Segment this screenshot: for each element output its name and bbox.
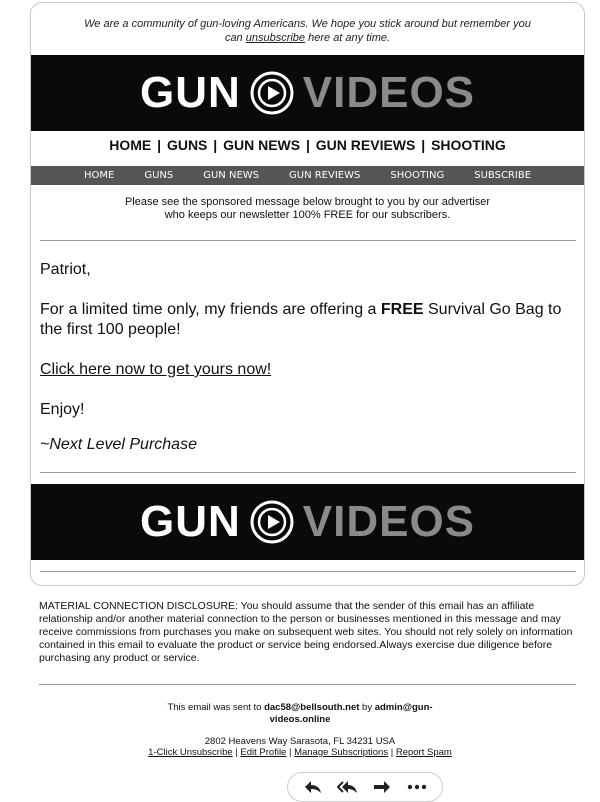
divider (40, 472, 576, 473)
nav-bar-shooting[interactable]: SHOOTING (390, 170, 445, 181)
intro-line-2-end: here at any time. (305, 32, 391, 44)
logo-videos-text: VIDEOS (302, 497, 476, 546)
cta-line (40, 360, 570, 380)
reply-all-button[interactable] (336, 776, 360, 798)
sponsor-notice (31, 196, 584, 222)
intro-line-2 (71, 31, 544, 45)
email-card (30, 2, 585, 586)
play-icon (249, 70, 295, 116)
more-icon (407, 784, 427, 790)
intro-text (31, 17, 584, 45)
sender-line (0, 714, 600, 726)
nav-link-gun-news[interactable]: GUN NEWS (223, 137, 301, 153)
header-banner[interactable] (31, 55, 584, 131)
nav-separator: | (153, 137, 165, 153)
nav-link-shooting[interactable]: SHOOTING (431, 137, 506, 153)
forward-icon (372, 779, 392, 795)
sender-email-part-1: admin@gun- (374, 702, 433, 713)
logo-gun-text: GUN (139, 68, 241, 117)
nav-separator: | (209, 137, 222, 153)
logo-videos-text: VIDEOS (302, 68, 476, 117)
nav-separator: | (417, 137, 430, 153)
unsubscribe-link[interactable]: unsubscribe (245, 32, 306, 44)
divider (39, 684, 576, 685)
reply-icon (303, 779, 323, 795)
mail-action-toolbar (287, 772, 443, 802)
cta-link[interactable]: Click here now to get yours now! (40, 361, 272, 378)
intro-line-1: We are a community of gun-loving Americans. We hope you stick around but remember you (84, 18, 531, 30)
reply-all-icon (337, 779, 359, 795)
nav-link-guns[interactable]: GUNS (166, 137, 208, 153)
nav-bar-gun-reviews[interactable]: GUN REVIEWS (289, 170, 361, 181)
sponsor-line-2: who keeps our newsletter 100% FREE for our subscribers. (164, 209, 451, 221)
footer-links (0, 747, 600, 759)
sponsor-line-1: Please see the sponsored message below brought to you by our advertiser (124, 196, 491, 208)
message-body-end: Survival Go Bag to the first 100 people! (40, 301, 562, 338)
divider (40, 571, 576, 572)
free-emphasis: FREE (380, 301, 424, 318)
nav-link-gun-reviews[interactable]: GUN REVIEWS (315, 137, 416, 153)
play-icon (249, 499, 295, 545)
signature (40, 435, 570, 455)
material-disclosure: MATERIAL CONNECTION DISCLOSURE: You should assume that the sender of this email has an affiliate relationship and/or another material connection to the person or businesses mentioned in this message and may receive commissions from purchases you make on subsequent web sites. You should not rely solely on information contained in this email to evaluate the product or service being endorsed.Always exercise due diligence before purchasing any product or service. (39, 600, 573, 664)
signature-text: ~Next Level Purchase (40, 436, 197, 453)
mailing-address: 2802 Heavens Way Sarasota, FL 34231 USA (204, 736, 396, 747)
closing: Enjoy! (40, 401, 85, 418)
sent-to-line (0, 702, 600, 714)
sender-email-part-2: videos.online (269, 714, 331, 725)
reply-button[interactable] (301, 776, 325, 798)
edit-profile-link[interactable]: Edit Profile (240, 747, 287, 758)
main-nav (31, 137, 584, 153)
nav-bar-gun-news[interactable]: GUN NEWS (203, 170, 259, 181)
more-button[interactable] (405, 776, 429, 798)
nav-separator: | (302, 137, 314, 153)
nav-bar-subscribe[interactable]: SUBSCRIBE (474, 170, 532, 181)
divider (40, 240, 576, 241)
recipient-email: dac58@bellsouth.net (264, 702, 360, 713)
sent-to-prefix: This email was sent to (167, 702, 265, 713)
secondary-nav-bar (31, 166, 584, 185)
footer-link-separator: | (286, 747, 295, 758)
sent-by: by (359, 702, 375, 713)
greeting: Patriot, (40, 261, 91, 278)
gun-videos-logo (140, 65, 475, 121)
footer-banner[interactable] (31, 484, 584, 560)
nav-link-home[interactable]: HOME (109, 137, 152, 153)
forward-button[interactable] (370, 776, 394, 798)
footer-link-separator: | (388, 747, 396, 758)
manage-subscriptions-link[interactable]: Manage Subscriptions (294, 747, 389, 758)
message-body-start: For a limited time only, my friends are offering a (40, 301, 381, 318)
logo-gun-text: GUN (139, 497, 241, 546)
intro-line-2-start: can (224, 32, 246, 44)
report-spam-link[interactable]: Report Spam (395, 747, 452, 758)
message-body (40, 300, 570, 340)
footer-link-separator: | (232, 747, 241, 758)
one-click-unsubscribe-link[interactable]: 1-Click Unsubscribe (148, 747, 233, 758)
gun-videos-logo (140, 494, 475, 550)
nav-bar-home[interactable]: HOME (83, 170, 115, 181)
nav-bar-guns[interactable]: GUNS (144, 170, 174, 181)
